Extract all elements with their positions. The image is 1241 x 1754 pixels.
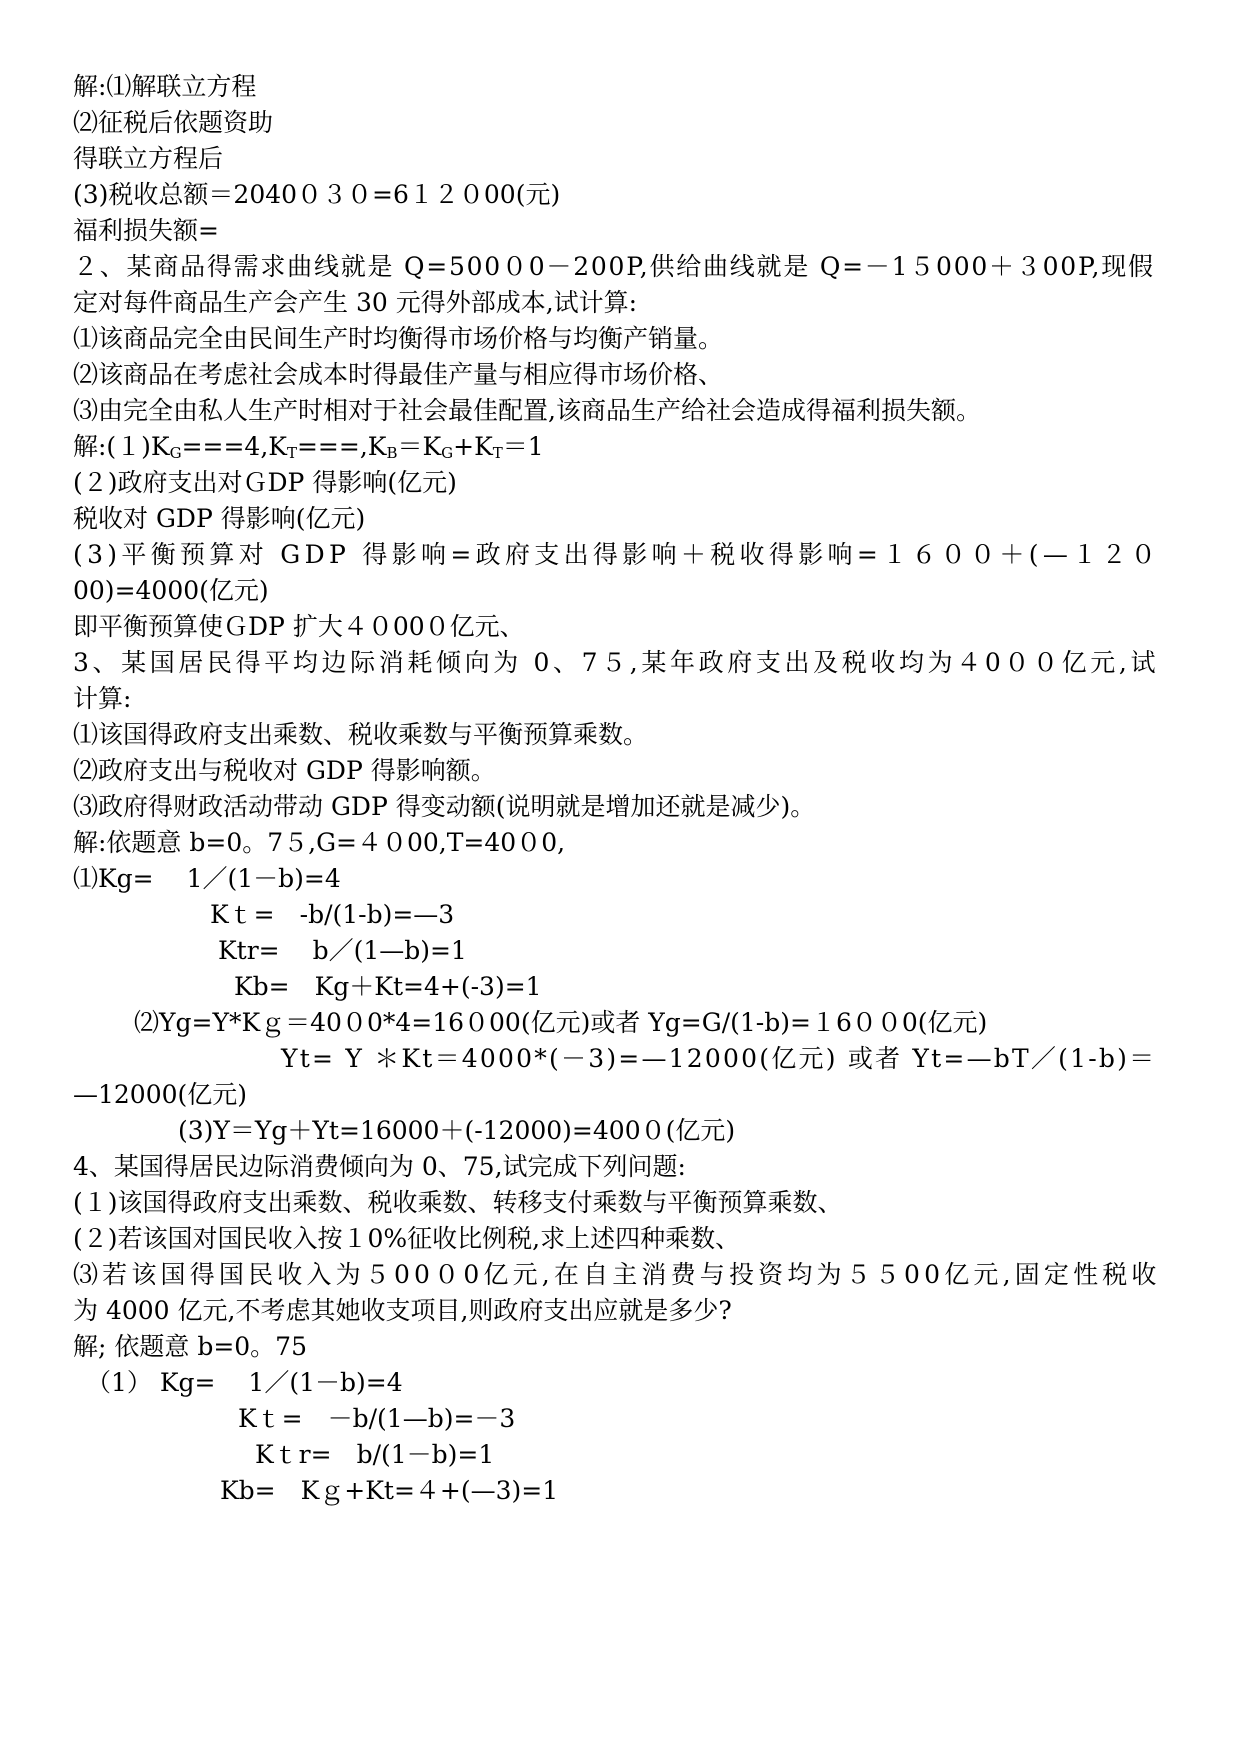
text-line: (3)平衡预算对 GDP 得影响=政府支出得影响＋税收得影响=１６００＋(—１２０ bbox=[73, 540, 1161, 569]
text-line: 福利损失额= bbox=[73, 216, 219, 245]
text-line: (１)该国得政府支出乘数、税收乘数、转移支付乘数与平衡预算乘数、 bbox=[73, 1188, 843, 1217]
text-line: 解:依题意 b=0。7５,G=４０00,T=40０0, bbox=[73, 828, 566, 857]
text-line: ２、某商品得需求曲线就是 Q=500０0－200P,供给曲线就是 Q=－1５000＋３00P,现假 bbox=[73, 252, 1155, 281]
text-line: (２)政府支出对ＧDP 得影响(亿元) bbox=[73, 468, 457, 497]
text-line: Kｔ= －b/(1—b)=－3 bbox=[238, 1404, 516, 1433]
text-line: ⑶由完全由私人生产时相对于社会最佳配置,该商品生产给社会造成得福利损失额。 bbox=[73, 396, 981, 425]
text-line: Kb= Kｇ+Kt=４+(—3)=1 bbox=[220, 1476, 559, 1505]
text-line: Ktr= b／(1—b)=1 bbox=[218, 936, 467, 965]
text-line: Yt= Y ＊Kt＝4000*(－3)=—12000(亿元) 或者 Yt=—bT／(1-b)＝ bbox=[281, 1044, 1157, 1073]
text-line: (3)税收总额＝2040０３０=6１２０00(元) bbox=[73, 180, 561, 209]
text-line: （1） Kg= 1／(1－b)=4 bbox=[86, 1368, 403, 1397]
text-line: (２)若该国对国民收入按１0%征收比例税,求上述四种乘数、 bbox=[73, 1224, 741, 1253]
text-line: 3、某国居民得平均边际消耗倾向为 0、7５,某年政府支出及税收均为４0００亿元,试 bbox=[73, 648, 1160, 677]
text-line: Kｔ= -b/(1-b)=—3 bbox=[210, 900, 455, 929]
text-line: 4、某国得居民边际消费倾向为 0、75,试完成下列问题: bbox=[73, 1152, 686, 1181]
text-line: 00)=4000(亿元) bbox=[73, 576, 269, 605]
text-line: 解:⑴解联立方程 bbox=[73, 72, 257, 101]
multipliers-line: 解$:(1)K_G===4,K_T===,K_B=K_G+K_T=1$ bbox=[73, 432, 544, 462]
text-line: ⑵该商品在考虑社会成本时得最佳产量与相应得市场价格、 bbox=[73, 360, 724, 389]
text-line: ⑴该商品完全由民间生产时均衡得市场价格与均衡产销量。 bbox=[73, 324, 724, 353]
text-line: ⑴Kg= 1／(1－b)=4 bbox=[73, 864, 341, 893]
text-line: (3)Y＝Yg＋Yt=16000＋(-12000)=400０(亿元) bbox=[178, 1116, 736, 1145]
text-line: ⑶政府得财政活动带动 GDP 得变动额(说明就是增加还就是减少)。 bbox=[73, 792, 816, 821]
text-line: ⑴该国得政府支出乘数、税收乘数与平衡预算乘数。 bbox=[73, 720, 649, 749]
text-line: 得联立方程后 bbox=[73, 144, 224, 173]
text-line: 即平衡预算使ＧDP 扩大４０00０亿元、 bbox=[73, 612, 525, 641]
text-line: Kｔr= b/(1－b)=1 bbox=[255, 1440, 495, 1469]
text-line: 为 4000 亿元,不考虑其她收支项目,则政府支出应就是多少? bbox=[73, 1296, 732, 1325]
text-line: 计算: bbox=[73, 684, 132, 713]
text-line: Kb= Kg＋Kt=4+(-3)=1 bbox=[234, 972, 542, 1001]
text-line: ⑵政府支出与税收对 GDP 得影响额。 bbox=[73, 756, 496, 785]
text-line: —12000(亿元) bbox=[73, 1080, 248, 1109]
text-line: 解; 依题意 b=0。75 bbox=[73, 1332, 307, 1361]
text-line: ⑶若该国得国民收入为５00０0亿元,在自主消费与投资均为５５00亿元,固定性税收 bbox=[73, 1260, 1161, 1289]
text-line: ⑵Yg=Y*Kｇ＝40０0*4=16０00(亿元)或者 Yg=G/(1-b)=１6００0(亿元) bbox=[134, 1008, 988, 1037]
text-line: 税收对 GDP 得影响(亿元) bbox=[73, 504, 366, 533]
text-line: ⑵征税后依题资助 bbox=[73, 108, 274, 137]
text-line: 定对每件商品生产会产生 30 元得外部成本,试计算: bbox=[73, 288, 638, 317]
